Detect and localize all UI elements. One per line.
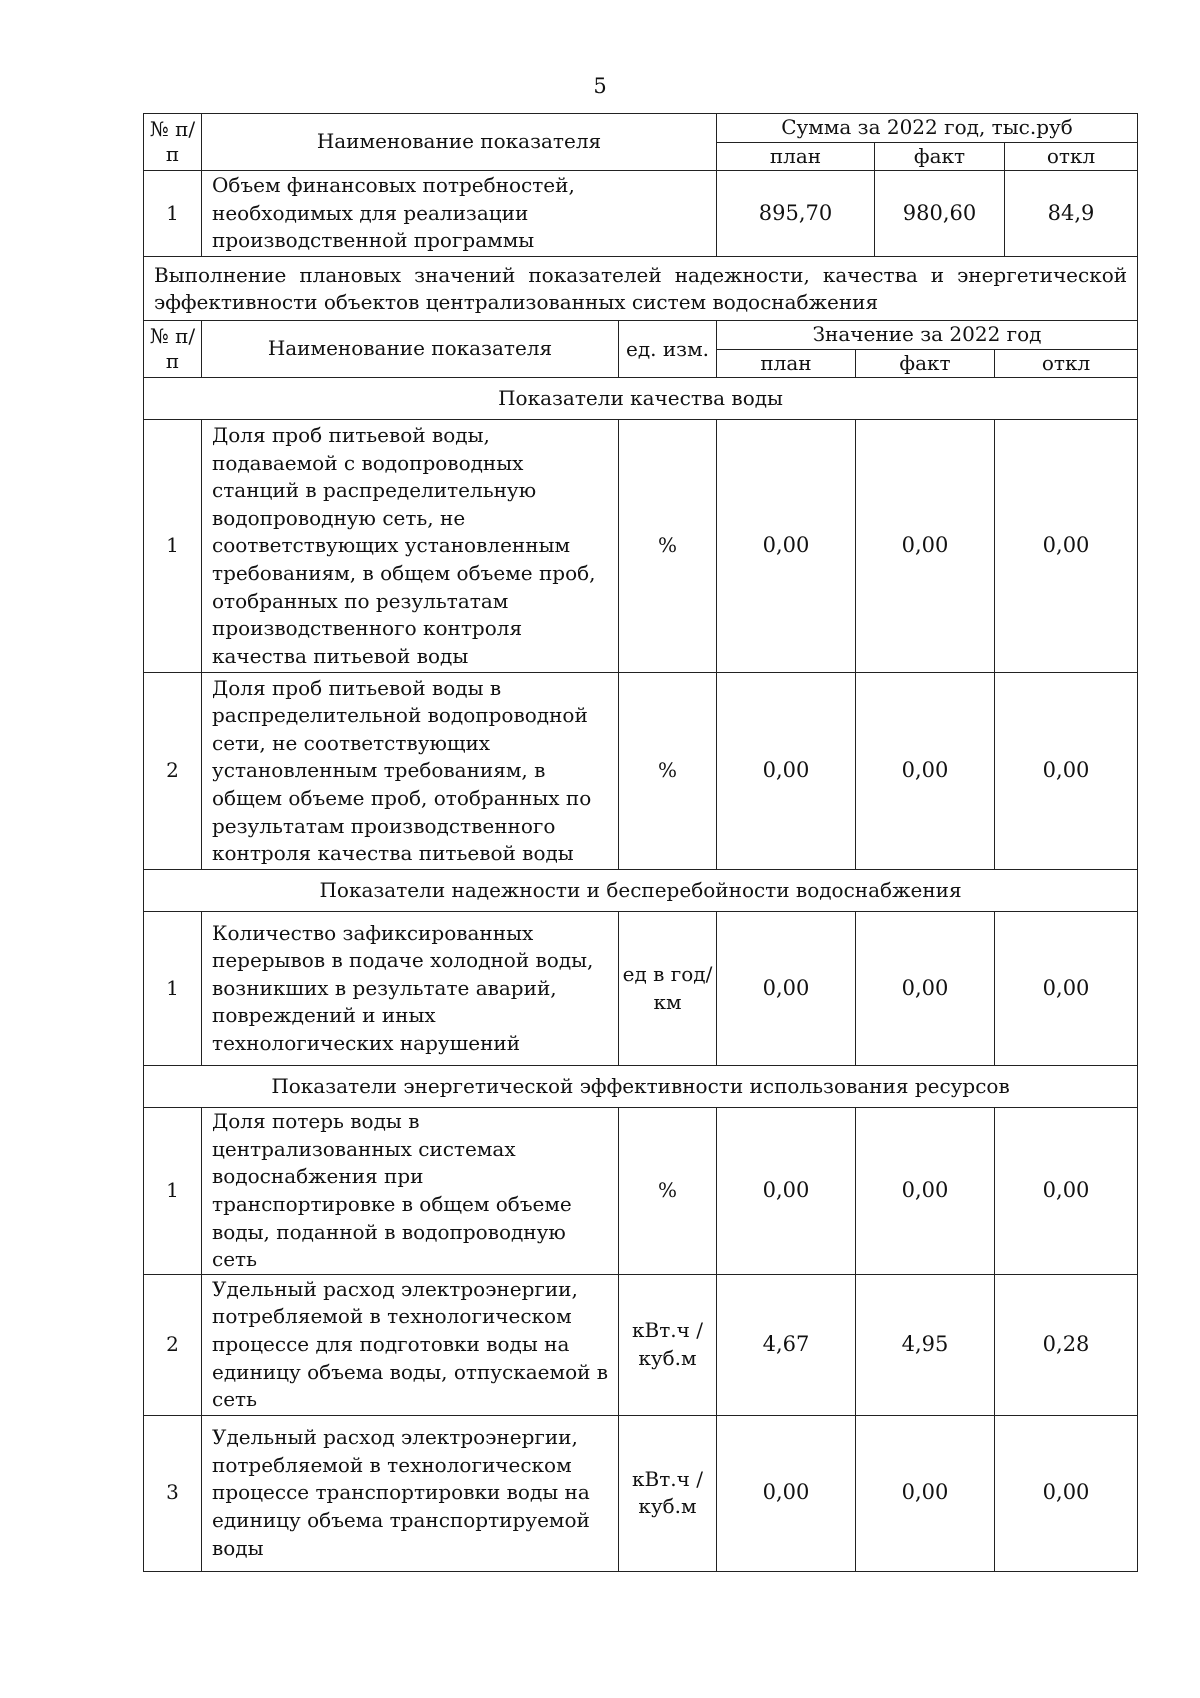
row-name: Удельный расход электроэнергии, потребляемой в технологическом процессе для подготовки воды на единицу объема воды, отпускаемой в сеть <box>202 1274 619 1415</box>
row-name: Доля проб питьевой воды в распределительной водопроводной сети, не соответствующих установленным требованиям, в общем объеме проб, отобранных по результатам производственного контроля качества питьевой воды <box>202 673 619 870</box>
row-num: 1 <box>144 171 202 257</box>
row-unit: кВт.ч / куб.м <box>619 1274 717 1415</box>
row-unit: % <box>619 420 717 673</box>
row-fact: 0,00 <box>856 673 995 870</box>
row-num: 1 <box>144 1108 202 1275</box>
row-plan: 0,00 <box>717 1415 856 1571</box>
indicators-col-fact-header: факт <box>856 349 995 378</box>
table-row <box>144 1108 1138 1275</box>
row-name: Объем финансовых потребностей, необходимых для реализации производственной программы <box>202 171 717 257</box>
page-number: 5 <box>593 74 607 98</box>
row-fact: 0,00 <box>856 420 995 673</box>
row-dev: 0,00 <box>995 1108 1138 1275</box>
section-intro: Выполнение плановых значений показателей надежности, качества и энергетической эффективности объектов централизованных систем водоснабжения <box>144 257 1138 321</box>
row-dev: 0,00 <box>995 912 1138 1066</box>
group-title: Показатели энергетической эффективности использования ресурсов <box>144 1066 1138 1108</box>
row-dev: 0,00 <box>995 420 1138 673</box>
row-num: 1 <box>144 420 202 673</box>
table-row <box>144 1415 1138 1571</box>
row-dev: 0,00 <box>995 673 1138 870</box>
row-plan: 0,00 <box>717 912 856 1066</box>
indicators-col-name-header: Наименование показателя <box>202 321 619 378</box>
table-row <box>144 673 1138 870</box>
row-num: 2 <box>144 1274 202 1415</box>
table-row <box>144 912 1138 1066</box>
finance-table <box>143 113 1138 257</box>
indicators-col-value-header: Значение за 2022 год <box>717 321 1138 350</box>
finance-col-plan-header: план <box>717 142 875 171</box>
row-num: 3 <box>144 1415 202 1571</box>
row-name: Количество зафиксированных перерывов в подаче холодной воды, возникших в результате аварий, повреждений и иных технологических нарушений <box>202 912 619 1066</box>
row-name: Доля потерь воды в централизованных системах водоснабжения при транспортировке в общем объеме воды, поданной в водопроводную сеть <box>202 1108 619 1275</box>
finance-col-name-header: Наименование показателя <box>202 114 717 171</box>
row-fact: 0,00 <box>856 1415 995 1571</box>
row-fact: 980,60 <box>875 171 1005 257</box>
group-title: Показатели надежности и бесперебойности водоснабжения <box>144 870 1138 912</box>
row-plan: 0,00 <box>717 1108 856 1275</box>
row-unit: % <box>619 673 717 870</box>
indicators-col-unit-header: ед. изм. <box>619 321 717 378</box>
row-num: 1 <box>144 912 202 1066</box>
row-plan: 0,00 <box>717 673 856 870</box>
row-unit: кВт.ч / куб.м <box>619 1415 717 1571</box>
finance-col-sum-header: Сумма за 2022 год, тыс.руб <box>717 114 1138 143</box>
row-name: Доля проб питьевой воды, подаваемой с водопроводных станций в распределительную водопроводную сеть, не соответствующих установленным требованиям, в общем объеме проб, отобранных по результатам производственного контроля качества питьевой воды <box>202 420 619 673</box>
row-unit: % <box>619 1108 717 1275</box>
row-name: Удельный расход электроэнергии, потребляемой в технологическом процессе транспортировки воды на единицу объема транспортируемой воды <box>202 1415 619 1571</box>
row-fact: 0,00 <box>856 912 995 1066</box>
table-row <box>144 1274 1138 1415</box>
indicators-table <box>143 256 1138 1572</box>
indicators-col-num-header: № п/п <box>144 321 202 378</box>
row-num: 2 <box>144 673 202 870</box>
row-fact: 0,00 <box>856 1108 995 1275</box>
finance-col-num-header: № п/п <box>144 114 202 171</box>
finance-col-fact-header: факт <box>875 142 1005 171</box>
row-dev: 84,9 <box>1005 171 1138 257</box>
finance-col-dev-header: откл <box>1005 142 1138 171</box>
table-row <box>144 171 1138 257</box>
row-dev: 0,00 <box>995 1415 1138 1571</box>
row-fact: 4,95 <box>856 1274 995 1415</box>
row-plan: 4,67 <box>717 1274 856 1415</box>
table-row <box>144 420 1138 673</box>
row-plan: 895,70 <box>717 171 875 257</box>
indicators-col-plan-header: план <box>717 349 856 378</box>
indicators-col-dev-header: откл <box>995 349 1138 378</box>
group-title: Показатели качества воды <box>144 378 1138 420</box>
row-unit: ед в год/ км <box>619 912 717 1066</box>
row-dev: 0,28 <box>995 1274 1138 1415</box>
row-plan: 0,00 <box>717 420 856 673</box>
